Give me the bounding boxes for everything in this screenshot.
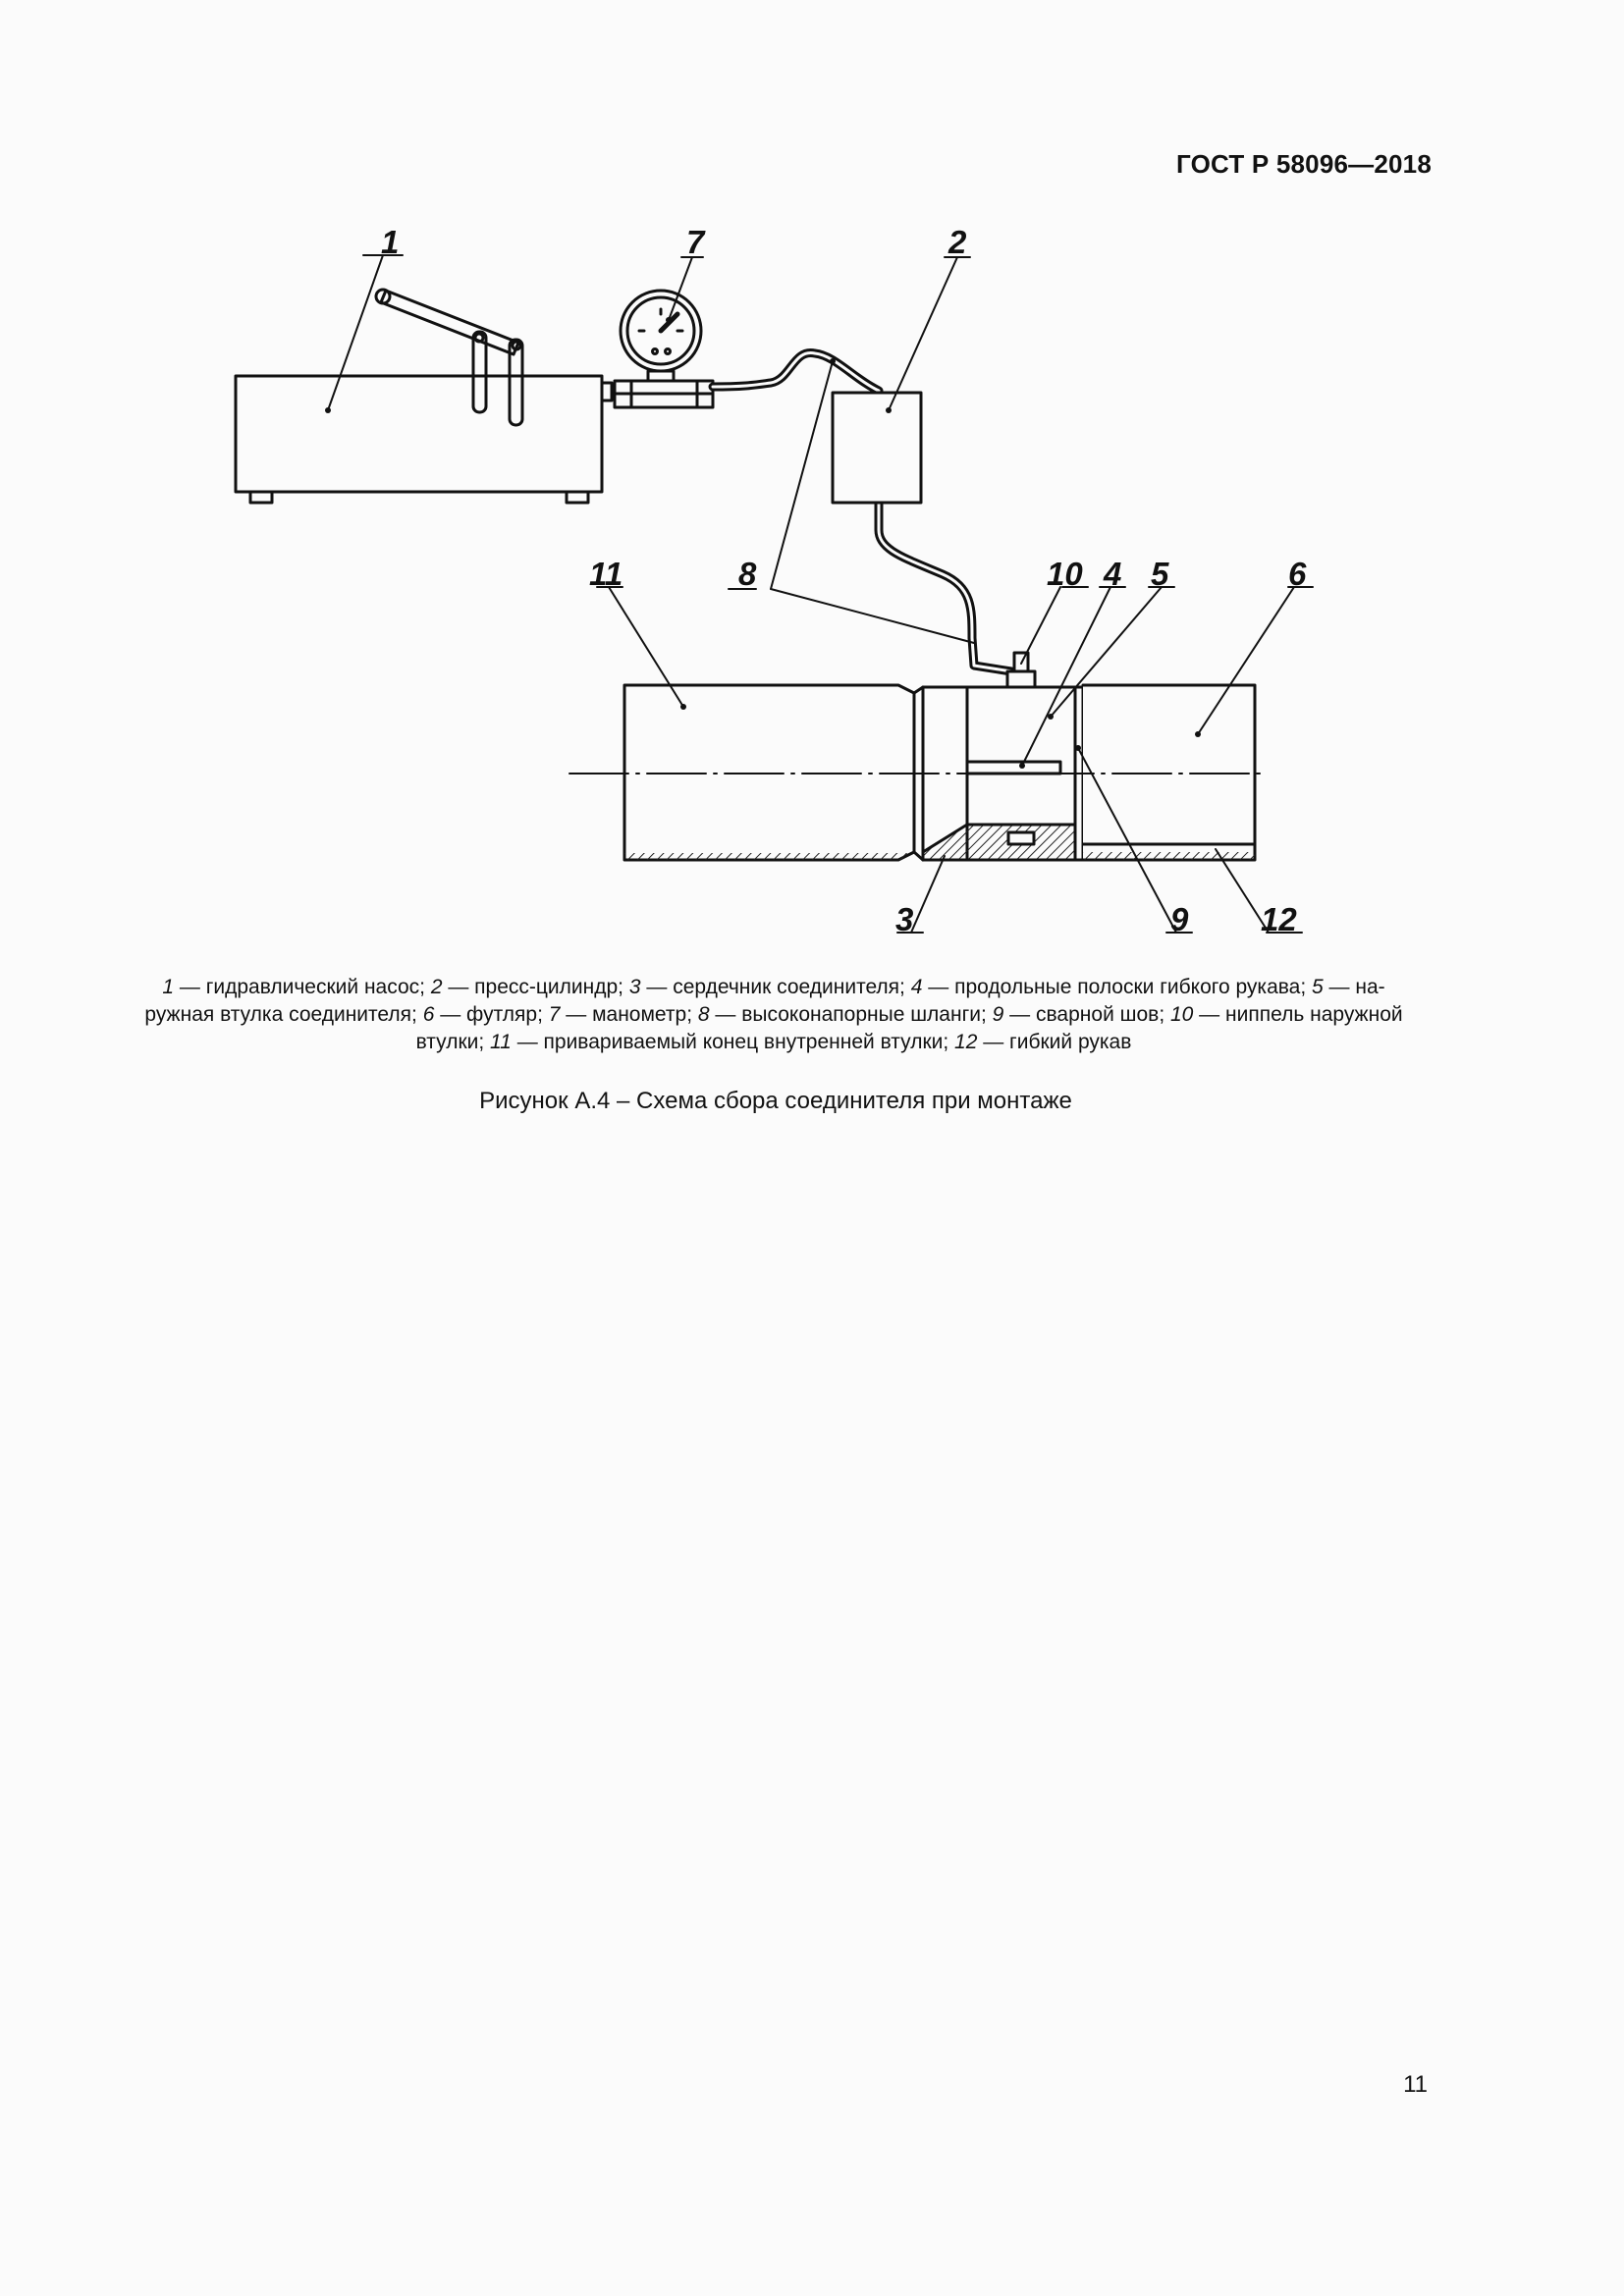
page-number: 11 <box>1403 2071 1428 2098</box>
document-code-header: ГОСТ Р 58096—2018 <box>1176 149 1432 179</box>
assembly-diagram <box>0 0 1624 962</box>
callout-4: 4 <box>1104 556 1122 592</box>
legend-line-2: ружная втулка соединителя; 6 — футляр; 7 — манометр; 8 — высоконапорные шланги; 9 — сварной шов; 10 — ниппель наружной <box>144 1003 1403 1026</box>
callout-6: 6 <box>1288 556 1307 592</box>
manometer <box>615 291 713 407</box>
connector-core <box>923 653 1075 860</box>
callout-11: 11 <box>589 556 623 592</box>
callout-1: 1 <box>381 224 400 260</box>
callout-7: 7 <box>686 224 705 260</box>
figure-legend <box>116 974 1432 1056</box>
press-cylinder <box>833 393 921 503</box>
callout-8: 8 <box>738 556 757 592</box>
legend-line-1: 1 — гидравлический насос; 2 — пресс-цилиндр; 3 — сердечник соединителя; 4 — продольные полоски гибкого рукава; 5 — на- <box>162 976 1385 998</box>
callout-10: 10 <box>1047 556 1083 592</box>
hydraulic-pump <box>236 290 612 503</box>
callout-5: 5 <box>1151 556 1169 592</box>
callout-12: 12 <box>1261 901 1297 937</box>
callout-9: 9 <box>1170 901 1189 937</box>
callout-2: 2 <box>948 224 967 260</box>
legend-line-3: втулки; 11 — привариваемый конец внутренней втулки; 12 — гибкий рукав <box>415 1031 1132 1053</box>
figure-caption: Рисунок А.4 – Схема сбора соединителя при монтаже <box>479 1088 1072 1114</box>
callout-3: 3 <box>895 901 914 937</box>
